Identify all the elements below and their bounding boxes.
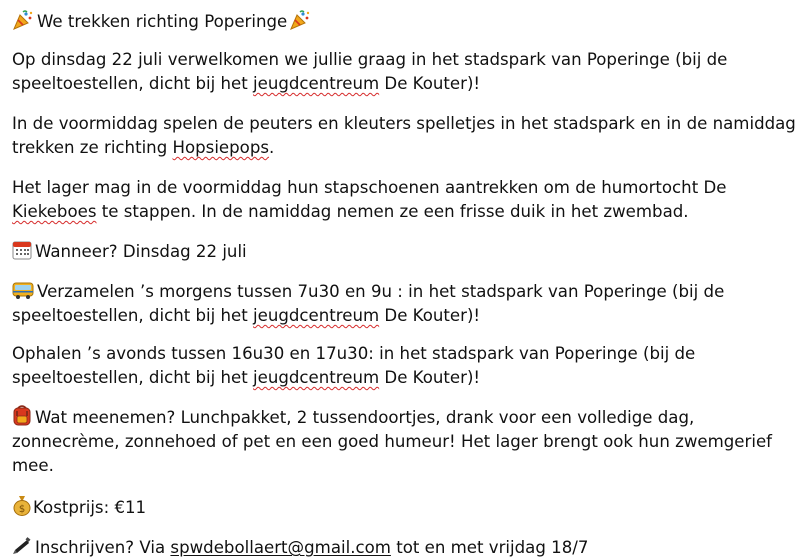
pen-icon — [12, 536, 32, 556]
ophalen-text-end: De Kouter)! — [379, 368, 481, 387]
spelling-error-word[interactable]: Hopsiepops — [172, 138, 270, 157]
kostprijs-line — [12, 494, 797, 520]
spelling-error-word[interactable]: jeugdcentreum — [253, 368, 380, 387]
spelling-error-word[interactable]: Kiekeboes — [12, 202, 97, 221]
spelling-error-word[interactable]: jeugdcentreum — [253, 74, 380, 93]
spelling-error-word[interactable]: jeugdcentreum — [253, 306, 380, 325]
morning-text-end: . — [269, 138, 275, 157]
wanneer-line — [12, 240, 797, 264]
bus-icon — [12, 280, 34, 300]
meenemen-paragraph — [12, 404, 797, 478]
morning-paragraph — [12, 112, 797, 160]
svg-text:$: $ — [18, 504, 26, 515]
inschrijven-text: Inschrijven? Via — [35, 538, 171, 557]
intro-text: Op dinsdag 22 juli verwelkomen we jullie graag in het stadspark van Poperinge (bij de speeltoestellen, dicht bij het — [12, 50, 728, 93]
wanneer-text: Wanneer? Dinsdag 22 juli — [35, 242, 247, 261]
kostprijs-text: Kostprijs: €11 — [33, 498, 147, 517]
morning-text: In de voormiddag spelen de peuters en kleuters spelletjes in het stadspark en in de namiddag trekken ze richting — [12, 114, 796, 157]
ophalen-text: Ophalen ’s avonds tussen 16u30 en 17u30: in het stadspark van Poperinge (bij de speeltoestellen, dicht bij het — [12, 344, 696, 387]
backpack-icon — [12, 404, 32, 426]
lager-text: Het lager mag in de voormiddag hun stapschoenen aantrekken om de humortocht De — [12, 178, 727, 197]
meenemen-text: Wat meenemen? Lunchpakket, 2 tussendoortjes, drank voor een volledige dag, zonnecrème, zonnehoed of pet en een goed humeur! Het lager brengt ook hun zwemgerief mee. — [12, 408, 772, 475]
ophalen-paragraph — [12, 342, 797, 390]
lager-text-end: te stappen. In de namiddag nemen ze een frisse duik in het zwembad. — [96, 202, 689, 221]
verzamelen-text-end: De Kouter)! — [379, 306, 481, 325]
inschrijven-text-end: tot en met vrijdag 18/7 — [390, 538, 589, 557]
lager-paragraph — [12, 176, 797, 224]
email-link[interactable]: spwdebollaert@gmail.com — [170, 538, 391, 557]
party-popper-icon — [289, 10, 311, 30]
inschrijven-line — [12, 536, 797, 560]
verzamelen-paragraph — [12, 280, 797, 328]
intro-text-end: De Kouter)! — [379, 74, 481, 93]
title-text: We trekken richting Poperinge — [37, 12, 288, 31]
verzamelen-text: Verzamelen ’s morgens tussen 7u30 en 9u : in het stadspark van Poperinge (bij de speeltoestellen, dicht bij het — [12, 282, 725, 325]
party-popper-icon — [12, 10, 34, 30]
calendar-icon — [12, 240, 32, 260]
money-bag-icon — [12, 494, 32, 516]
title-line — [12, 10, 797, 34]
intro-paragraph — [12, 48, 797, 96]
